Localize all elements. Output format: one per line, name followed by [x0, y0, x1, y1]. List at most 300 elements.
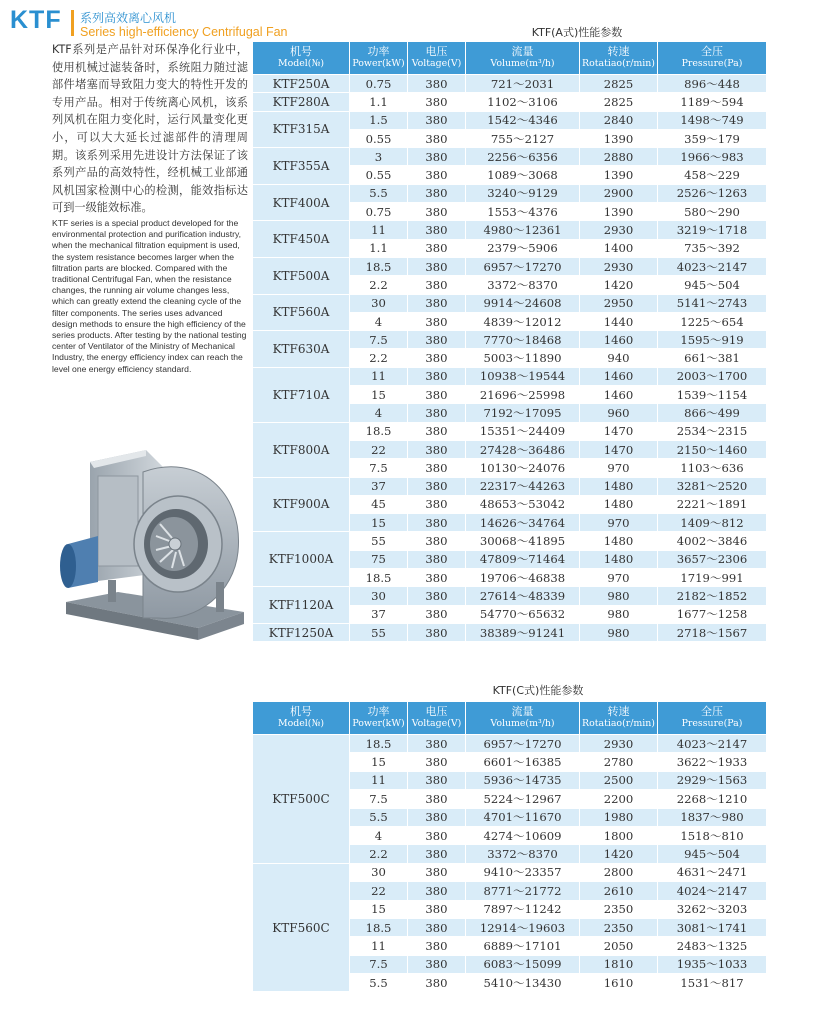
column-header — [350, 702, 408, 735]
header-label-cn: 功率 — [367, 705, 390, 718]
table-cell: 2780 — [580, 753, 658, 771]
table-cell: 54770～65632 — [466, 605, 580, 623]
table-cell: 6889～17101 — [466, 937, 580, 955]
model-cell: KTF1000A — [253, 532, 350, 587]
table-cell: 10938～19544 — [466, 367, 580, 385]
table-row — [253, 257, 767, 275]
table-cell: 9410～23357 — [466, 863, 580, 881]
table-cell: 1460 — [580, 386, 658, 404]
table-cell: 945～504 — [658, 845, 767, 863]
table-cell: 970 — [580, 514, 658, 532]
model-cell: KTF800A — [253, 422, 350, 477]
table-cell: 1440 — [580, 312, 658, 330]
table-cell: 1390 — [580, 129, 658, 147]
table-cell: 380 — [408, 623, 466, 641]
table-cell: 45 — [350, 495, 408, 513]
header-label-cn: 转速 — [607, 705, 630, 718]
table-cell: 380 — [408, 882, 466, 900]
table-row — [253, 93, 767, 111]
table-row — [253, 587, 767, 605]
table-cell: 1089～3068 — [466, 166, 580, 184]
header-label-en: Volume(m³/h) — [490, 58, 555, 69]
table-cell: 37 — [350, 477, 408, 495]
table-cell: 945～504 — [658, 276, 767, 294]
table-cell: 1102～3106 — [466, 93, 580, 111]
table-cell: 7897～11242 — [466, 900, 580, 918]
table-cell: 2610 — [580, 882, 658, 900]
table-cell: 2150～1460 — [658, 440, 767, 458]
table-cell: 18.5 — [350, 257, 408, 275]
table-cell: 380 — [408, 331, 466, 349]
model-cell: KTF450A — [253, 221, 350, 258]
header-label-cn: 全压 — [701, 705, 723, 718]
header-label-cn: 全压 — [701, 45, 723, 58]
column-header — [253, 42, 350, 75]
table-cell: 22 — [350, 440, 408, 458]
table-cell: 980 — [580, 623, 658, 641]
column-header — [658, 42, 767, 75]
table-cell: 2.2 — [350, 276, 408, 294]
table-cell: 380 — [408, 974, 466, 992]
table-a — [252, 41, 767, 642]
table-cell: 380 — [408, 276, 466, 294]
table-cell: 2350 — [580, 900, 658, 918]
table-cell: 380 — [408, 148, 466, 166]
model-cell: KTF500A — [253, 257, 350, 294]
table-cell: 18.5 — [350, 918, 408, 936]
table-cell: 15 — [350, 753, 408, 771]
table-cell: 896～448 — [658, 75, 767, 93]
header-label-en: Rotatiao(r/min) — [582, 58, 655, 69]
table-cell: 380 — [408, 184, 466, 202]
header-label-en: Voltage(V) — [411, 58, 462, 69]
table-cell: 5003～11890 — [466, 349, 580, 367]
table-cell: 22317～44263 — [466, 477, 580, 495]
table-cell: 8771～21772 — [466, 882, 580, 900]
table-cell: 661～381 — [658, 349, 767, 367]
table-cell: 3 — [350, 148, 408, 166]
table-cell: 380 — [408, 129, 466, 147]
table-cell: 2379～5906 — [466, 239, 580, 257]
table-cell: 1480 — [580, 477, 658, 495]
table-cell: 3081～1741 — [658, 918, 767, 936]
table-cell: 4839～12012 — [466, 312, 580, 330]
table-cell: 2840 — [580, 111, 658, 129]
table-cell: 1189～594 — [658, 93, 767, 111]
column-header — [580, 42, 658, 75]
table-cell: 380 — [408, 514, 466, 532]
table-cell: 6083～15099 — [466, 955, 580, 973]
table-cell: 27614～48339 — [466, 587, 580, 605]
table-cell: 3657～2306 — [658, 550, 767, 568]
table-cell: 2900 — [580, 184, 658, 202]
table-cell: 380 — [408, 367, 466, 385]
table-cell: 3372～8370 — [466, 276, 580, 294]
table-cell: 1553～4376 — [466, 203, 580, 221]
series-title-en: Series high-efficiency Centrifugal Fan — [80, 25, 288, 39]
table-cell: 1460 — [580, 367, 658, 385]
table-cell: 4023～2147 — [658, 257, 767, 275]
table-row — [253, 331, 767, 349]
table-cell: 14626～34764 — [466, 514, 580, 532]
table-cell: 1.1 — [350, 239, 408, 257]
model-cell: KTF400A — [253, 184, 350, 221]
table-cell: 380 — [408, 93, 466, 111]
table-cell: 2526～1263 — [658, 184, 767, 202]
table-cell: 5.5 — [350, 184, 408, 202]
table-cell: 380 — [408, 477, 466, 495]
table-cell: 2825 — [580, 93, 658, 111]
table-cell: 11 — [350, 937, 408, 955]
table-cell: 1480 — [580, 550, 658, 568]
table-cell: 15 — [350, 514, 408, 532]
table-cell: 4002～3846 — [658, 532, 767, 550]
table-cell: 7.5 — [350, 955, 408, 973]
table-cell: 2930 — [580, 257, 658, 275]
table-cell: 4980～12361 — [466, 221, 580, 239]
table-cell: 27428～36486 — [466, 440, 580, 458]
table-cell: 37 — [350, 605, 408, 623]
table-cell: 7.5 — [350, 331, 408, 349]
table-cell: 7770～18468 — [466, 331, 580, 349]
table-row — [253, 294, 767, 312]
table-cell: 1400 — [580, 239, 658, 257]
table-cell: 380 — [408, 257, 466, 275]
table-cell: 1.1 — [350, 93, 408, 111]
table-cell: 380 — [408, 221, 466, 239]
table-cell: 380 — [408, 550, 466, 568]
table-row — [253, 735, 767, 753]
table-cell: 1103～636 — [658, 459, 767, 477]
table-cell: 22 — [350, 882, 408, 900]
header-label-en: Power(kW) — [352, 718, 405, 729]
series-title-cn: 系列高效离心风机 — [80, 11, 177, 25]
table-cell: 380 — [408, 569, 466, 587]
table-row — [253, 184, 767, 202]
table-cell: 1531～817 — [658, 974, 767, 992]
table-cell: 4 — [350, 826, 408, 844]
table-cell: 2.2 — [350, 845, 408, 863]
table-cell: 30068～41895 — [466, 532, 580, 550]
model-cell: KTF500C — [253, 735, 350, 864]
table-cell: 11 — [350, 221, 408, 239]
table-cell: 380 — [408, 587, 466, 605]
table-cell: 48653～53042 — [466, 495, 580, 513]
table-cell: 0.55 — [350, 166, 408, 184]
table-cell: 1390 — [580, 203, 658, 221]
model-cell: KTF900A — [253, 477, 350, 532]
header-label-cn: 电压 — [425, 705, 448, 718]
table-cell: 3372～8370 — [466, 845, 580, 863]
table-cell: 1518～810 — [658, 826, 767, 844]
table-cell: 4631～2471 — [658, 863, 767, 881]
header-label-en: Voltage(V) — [411, 718, 462, 729]
table-cell: 2825 — [580, 75, 658, 93]
table-cell: 1966～983 — [658, 148, 767, 166]
table-cell: 2350 — [580, 918, 658, 936]
table-cell: 4274～10609 — [466, 826, 580, 844]
table-cell: 1595～919 — [658, 331, 767, 349]
table-cell: 380 — [408, 900, 466, 918]
model-cell: KTF1120A — [253, 587, 350, 624]
table-cell: 380 — [408, 239, 466, 257]
table-cell: 380 — [408, 845, 466, 863]
table-cell: 380 — [408, 955, 466, 973]
model-cell: KTF315A — [253, 111, 350, 148]
table-cell: 1420 — [580, 845, 658, 863]
table-cell: 1470 — [580, 440, 658, 458]
table-cell: 1800 — [580, 826, 658, 844]
table-cell: 6957～17270 — [466, 257, 580, 275]
table-row — [253, 623, 767, 641]
column-header — [658, 702, 767, 735]
table-row — [253, 75, 767, 93]
model-cell: KTF630A — [253, 331, 350, 368]
intro-text-en: KTF series is a special product developed for the environmental protection and purification industry, when the mechanical filtration equipment is used, the system resistance becomes larger when the filtration parts are blocked. Compared with the traditional Centrifugal Fan, when the resistance changes, the running air volume changes less, which can greatly extend the cleaning cycle of the filter components. The series uses advanced design methods to ensure the high efficiency of the series products. After testing by the national testing center of Ventilator of the Ministry of Mechanical Industry, the energy efficiency index can reach the level one energy efficiency standard. — [52, 218, 247, 374]
table-cell: 30 — [350, 294, 408, 312]
model-cell: KTF560C — [253, 863, 350, 992]
table-cell: 1539～1154 — [658, 386, 767, 404]
header-label-cn: 流量 — [511, 705, 534, 718]
table-cell: 3281～2520 — [658, 477, 767, 495]
table-cell: 1470 — [580, 422, 658, 440]
table-cell: 19706～46838 — [466, 569, 580, 587]
column-header — [253, 702, 350, 735]
table-cell: 5141～2743 — [658, 294, 767, 312]
table-cell: 380 — [408, 294, 466, 312]
table-cell: 15351～24409 — [466, 422, 580, 440]
table-cell: 2221～1891 — [658, 495, 767, 513]
table-cell: 4701～11670 — [466, 808, 580, 826]
table-cell: 15 — [350, 900, 408, 918]
table-cell: 1610 — [580, 974, 658, 992]
table-cell: 1420 — [580, 276, 658, 294]
table-c-title: KTF(C式)性能参数 — [492, 684, 584, 697]
table-cell: 5.5 — [350, 808, 408, 826]
table-cell: 380 — [408, 440, 466, 458]
header-label-en: Model(№) — [278, 718, 324, 729]
table-row — [253, 422, 767, 440]
table-cell: 380 — [408, 826, 466, 844]
table-cell: 18.5 — [350, 735, 408, 753]
table-cell: 380 — [408, 790, 466, 808]
table-cell: 380 — [408, 459, 466, 477]
table-cell: 6601～16385 — [466, 753, 580, 771]
header-label-en: Rotatiao(r/min) — [582, 718, 655, 729]
table-cell: 4024～2147 — [658, 882, 767, 900]
table-cell: 380 — [408, 75, 466, 93]
column-header — [350, 42, 408, 75]
table-cell: 866～499 — [658, 404, 767, 422]
table-row — [253, 863, 767, 881]
column-header — [408, 702, 466, 735]
model-cell: KTF250A — [253, 75, 350, 93]
table-cell: 380 — [408, 386, 466, 404]
table-cell: 1390 — [580, 166, 658, 184]
table-row — [253, 111, 767, 129]
table-cell: 4023～2147 — [658, 735, 767, 753]
table-cell: 75 — [350, 550, 408, 568]
table-cell: 380 — [408, 349, 466, 367]
table-cell: 18.5 — [350, 569, 408, 587]
table-cell: 1719～991 — [658, 569, 767, 587]
header-label-cn: 机号 — [290, 705, 312, 718]
table-cell: 7.5 — [350, 459, 408, 477]
table-cell: 2182～1852 — [658, 587, 767, 605]
table-c — [252, 701, 767, 992]
column-header — [580, 702, 658, 735]
header-label-en: Model(№) — [278, 58, 324, 69]
table-cell: 980 — [580, 587, 658, 605]
table-cell: 1.5 — [350, 111, 408, 129]
table-cell: 2003～1700 — [658, 367, 767, 385]
header-label-cn: 流量 — [511, 45, 534, 58]
table-cell: 30 — [350, 863, 408, 881]
table-cell: 2718～1567 — [658, 623, 767, 641]
table-cell: 7.5 — [350, 790, 408, 808]
model-cell: KTF1250A — [253, 623, 350, 641]
table-cell: 5936～14735 — [466, 771, 580, 789]
table-cell: 38389～91241 — [466, 623, 580, 641]
header-label-cn: 转速 — [607, 45, 630, 58]
table-cell: 2200 — [580, 790, 658, 808]
table-cell: 2930 — [580, 735, 658, 753]
table-cell: 380 — [408, 808, 466, 826]
table-cell: 2880 — [580, 148, 658, 166]
table-cell: 380 — [408, 312, 466, 330]
table-cell: 380 — [408, 532, 466, 550]
table-row — [253, 221, 767, 239]
table-cell: 970 — [580, 569, 658, 587]
table-cell: 3219～1718 — [658, 221, 767, 239]
table-cell: 380 — [408, 495, 466, 513]
table-cell: 1810 — [580, 955, 658, 973]
table-cell: 7192～17095 — [466, 404, 580, 422]
table-cell: 359～179 — [658, 129, 767, 147]
table-cell: 47809～71464 — [466, 550, 580, 568]
header-row — [253, 702, 767, 735]
table-cell: 11 — [350, 771, 408, 789]
table-cell: 380 — [408, 203, 466, 221]
table-cell: 4 — [350, 404, 408, 422]
table-cell: 380 — [408, 735, 466, 753]
table-cell: 2050 — [580, 937, 658, 955]
table-cell: 55 — [350, 532, 408, 550]
table-cell: 2.2 — [350, 349, 408, 367]
header-label-en: Volume(m³/h) — [490, 718, 555, 729]
table-cell: 380 — [408, 918, 466, 936]
table-cell: 970 — [580, 459, 658, 477]
table-cell: 0.75 — [350, 75, 408, 93]
table-a-title: KTF(A式)性能参数 — [531, 26, 623, 39]
table-cell: 9914～24608 — [466, 294, 580, 312]
table-cell: 1498～749 — [658, 111, 767, 129]
table-cell: 1225～654 — [658, 312, 767, 330]
table-cell: 2256～6356 — [466, 148, 580, 166]
header-label-en: Pressure(Pa) — [681, 718, 743, 729]
table-cell: 5224～12967 — [466, 790, 580, 808]
model-cell: KTF355A — [253, 148, 350, 185]
table-cell: 458～229 — [658, 166, 767, 184]
table-cell: 5410～13430 — [466, 974, 580, 992]
table-cell: 2500 — [580, 771, 658, 789]
table-cell: 2930 — [580, 221, 658, 239]
table-cell: 0.55 — [350, 129, 408, 147]
table-cell: 2268～1210 — [658, 790, 767, 808]
table-cell: 21696～25998 — [466, 386, 580, 404]
table-cell: 11 — [350, 367, 408, 385]
model-cell: KTF560A — [253, 294, 350, 331]
header-label-cn: 功率 — [367, 45, 390, 58]
table-cell: 2534～2315 — [658, 422, 767, 440]
column-header — [466, 702, 580, 735]
brand-title: KTF — [10, 6, 62, 34]
header-label-cn: 电压 — [425, 45, 448, 58]
intro-text-cn: KTF系列是产品针对环保净化行业中，使用机械过滤装备时，系统阻力随过滤部件堵塞而导致阻力变大的特性开发的专用产品。相对于传统离心风机，该系列风机在阻力变化时，运行风量变化更小，可以大大延长过滤部件的清理周期。该系列采用先进设计方法保证了该系列产品的高效特性，经机械工业部通风机国家检测中心的检测，能效指标达可到一级能效标准。 — [52, 43, 248, 215]
title-divider — [71, 10, 74, 36]
model-cell: KTF280A — [253, 93, 350, 111]
column-header — [466, 42, 580, 75]
table-cell: 15 — [350, 386, 408, 404]
table-cell: 2483～1325 — [658, 937, 767, 955]
table-cell: 380 — [408, 166, 466, 184]
table-cell: 380 — [408, 863, 466, 881]
table-cell: 1542～4346 — [466, 111, 580, 129]
table-cell: 380 — [408, 404, 466, 422]
table-row — [253, 367, 767, 385]
table-cell: 10130～24076 — [466, 459, 580, 477]
table-cell: 380 — [408, 753, 466, 771]
table-cell: 1460 — [580, 331, 658, 349]
table-cell: 0.75 — [350, 203, 408, 221]
table-cell: 2950 — [580, 294, 658, 312]
table-cell: 3262～3203 — [658, 900, 767, 918]
model-cell: KTF710A — [253, 367, 350, 422]
centrifugal-fan-image — [48, 432, 248, 654]
table-cell: 755～2127 — [466, 129, 580, 147]
table-cell: 18.5 — [350, 422, 408, 440]
header-row — [253, 42, 767, 75]
table-row — [253, 477, 767, 495]
table-cell: 6957～17270 — [466, 735, 580, 753]
table-cell: 4 — [350, 312, 408, 330]
header-label-cn: 机号 — [290, 45, 312, 58]
table-cell: 55 — [350, 623, 408, 641]
table-cell: 30 — [350, 587, 408, 605]
table-cell: 1980 — [580, 808, 658, 826]
table-cell: 1935～1033 — [658, 955, 767, 973]
table-cell: 1409～812 — [658, 514, 767, 532]
table-cell: 1837～980 — [658, 808, 767, 826]
table-cell: 380 — [408, 111, 466, 129]
table-cell: 380 — [408, 422, 466, 440]
table-cell: 380 — [408, 937, 466, 955]
table-row — [253, 148, 767, 166]
table-cell: 721～2031 — [466, 75, 580, 93]
table-cell: 3622～1933 — [658, 753, 767, 771]
table-cell: 2800 — [580, 863, 658, 881]
table-cell: 580～290 — [658, 203, 767, 221]
table-cell: 980 — [580, 605, 658, 623]
table-cell: 380 — [408, 605, 466, 623]
table-cell: 380 — [408, 771, 466, 789]
table-cell: 1677～1258 — [658, 605, 767, 623]
header-label-en: Pressure(Pa) — [681, 58, 743, 69]
table-cell: 5.5 — [350, 974, 408, 992]
table-row — [253, 532, 767, 550]
table-cell: 2929～1563 — [658, 771, 767, 789]
header-label-en: Power(kW) — [352, 58, 405, 69]
